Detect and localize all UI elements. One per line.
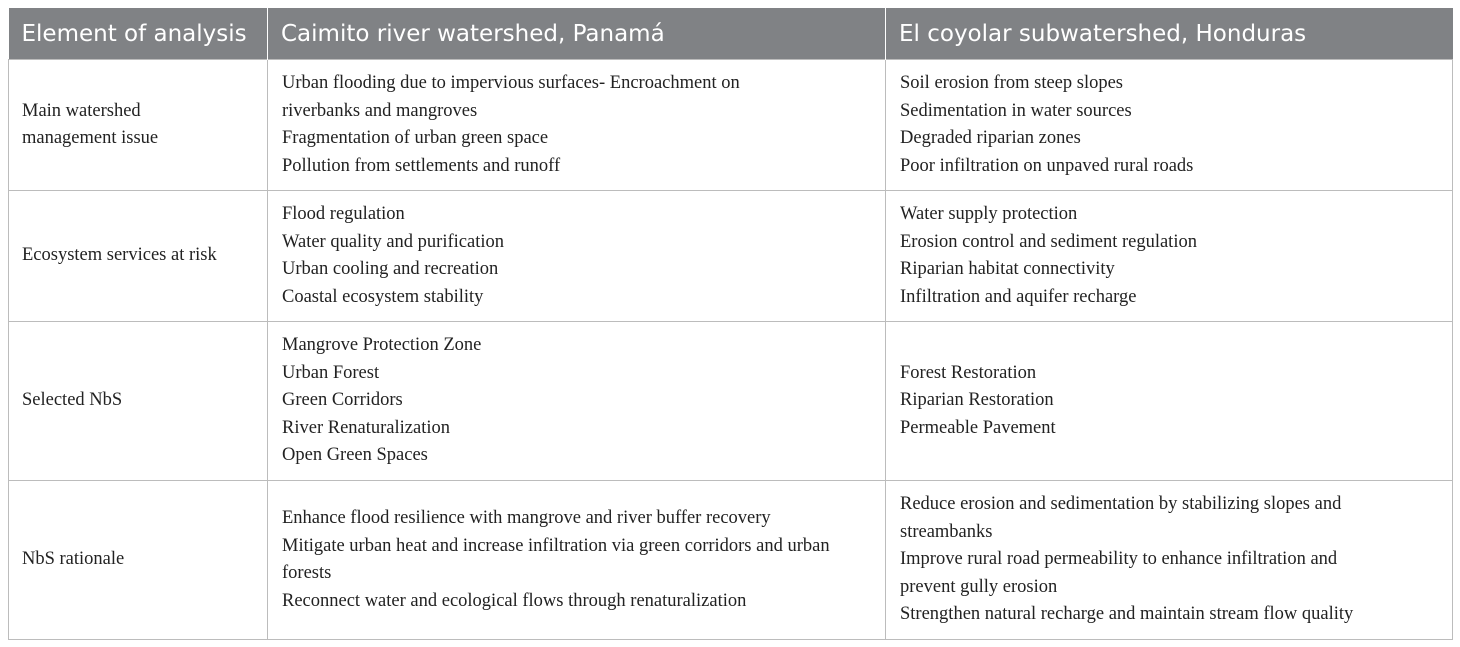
list-item: Mitigate urban heat and increase infiltration via green corridors and urban forests: [282, 535, 830, 583]
panama-cell: [268, 191, 886, 322]
list-item: Erosion control and sediment regulation: [900, 231, 1197, 252]
table-row: [9, 60, 1453, 191]
honduras-cell: [886, 322, 1453, 481]
comparison-table-container: [8, 8, 1452, 640]
comparison-table: [8, 8, 1453, 640]
list-item: Enhance flood resilience with mangrove and river buffer recovery: [282, 508, 771, 528]
list-item: Reduce erosion and sedimentation by stabilizing slopes and streambanks: [900, 494, 1342, 542]
list-item: Coastal ecosystem stability: [282, 286, 484, 307]
header-panama: Caimito river watershed, Panamá: [268, 8, 886, 60]
header-row: [9, 8, 1453, 60]
element-label: Ecosystem services at risk: [22, 245, 217, 266]
list-item: Riparian Restoration: [900, 390, 1054, 411]
element-label: NbS rationale: [22, 549, 125, 570]
element-cell: [9, 191, 268, 322]
list-item: Water quality and purification: [282, 231, 504, 252]
list-item: Water supply protection: [900, 204, 1078, 224]
list-item: Infiltration and aquifer recharge: [900, 286, 1137, 307]
list-item: Soil erosion from steep slopes: [900, 73, 1124, 93]
list-item: Mangrove Protection Zone: [282, 335, 482, 356]
list-item: Green Corridors: [282, 390, 403, 411]
list-item: Reconnect water and ecological flows through renaturalization: [282, 590, 747, 611]
header-element: Element of analysis: [9, 8, 268, 60]
list-item: Degraded riparian zones: [900, 128, 1081, 148]
panama-cell: [268, 322, 886, 481]
list-item: Flood regulation: [282, 204, 405, 224]
list-item: Urban cooling and recreation: [282, 259, 499, 279]
list-item: River Renaturalization: [282, 417, 450, 438]
list-item: Forest Restoration: [900, 362, 1037, 383]
table-row: [9, 322, 1453, 481]
list-item: Strengthen natural recharge and maintain stream flow quality: [900, 604, 1354, 625]
list-item: Riparian habitat connectivity: [900, 259, 1115, 279]
list-item: Urban Forest: [282, 362, 380, 383]
list-item: Urban flooding due to impervious surfaces- Encroachment on riverbanks and mangroves: [282, 73, 740, 121]
element-label: Main watershed management issue: [22, 100, 159, 148]
honduras-cell: [886, 60, 1453, 191]
panama-cell: [268, 481, 886, 640]
list-item: Fragmentation of urban green space: [282, 128, 549, 148]
table-row: [9, 481, 1453, 640]
list-item: Sedimentation in water sources: [900, 100, 1132, 121]
panama-cell: [268, 60, 886, 191]
element-label: Selected NbS: [22, 390, 123, 411]
honduras-cell: [886, 481, 1453, 640]
list-item: Open Green Spaces: [282, 445, 428, 466]
list-item: Improve rural road permeability to enhance infiltration and prevent gully erosion: [900, 549, 1338, 597]
table-row: [9, 191, 1453, 322]
element-cell: [9, 481, 268, 640]
element-cell: [9, 322, 268, 481]
list-item: Poor infiltration on unpaved rural roads: [900, 155, 1194, 176]
list-item: Permeable Pavement: [900, 417, 1056, 438]
list-item: Pollution from settlements and runoff: [282, 155, 561, 176]
header-honduras: El coyolar subwatershed, Honduras: [886, 8, 1453, 60]
honduras-cell: [886, 191, 1453, 322]
element-cell: [9, 60, 268, 191]
